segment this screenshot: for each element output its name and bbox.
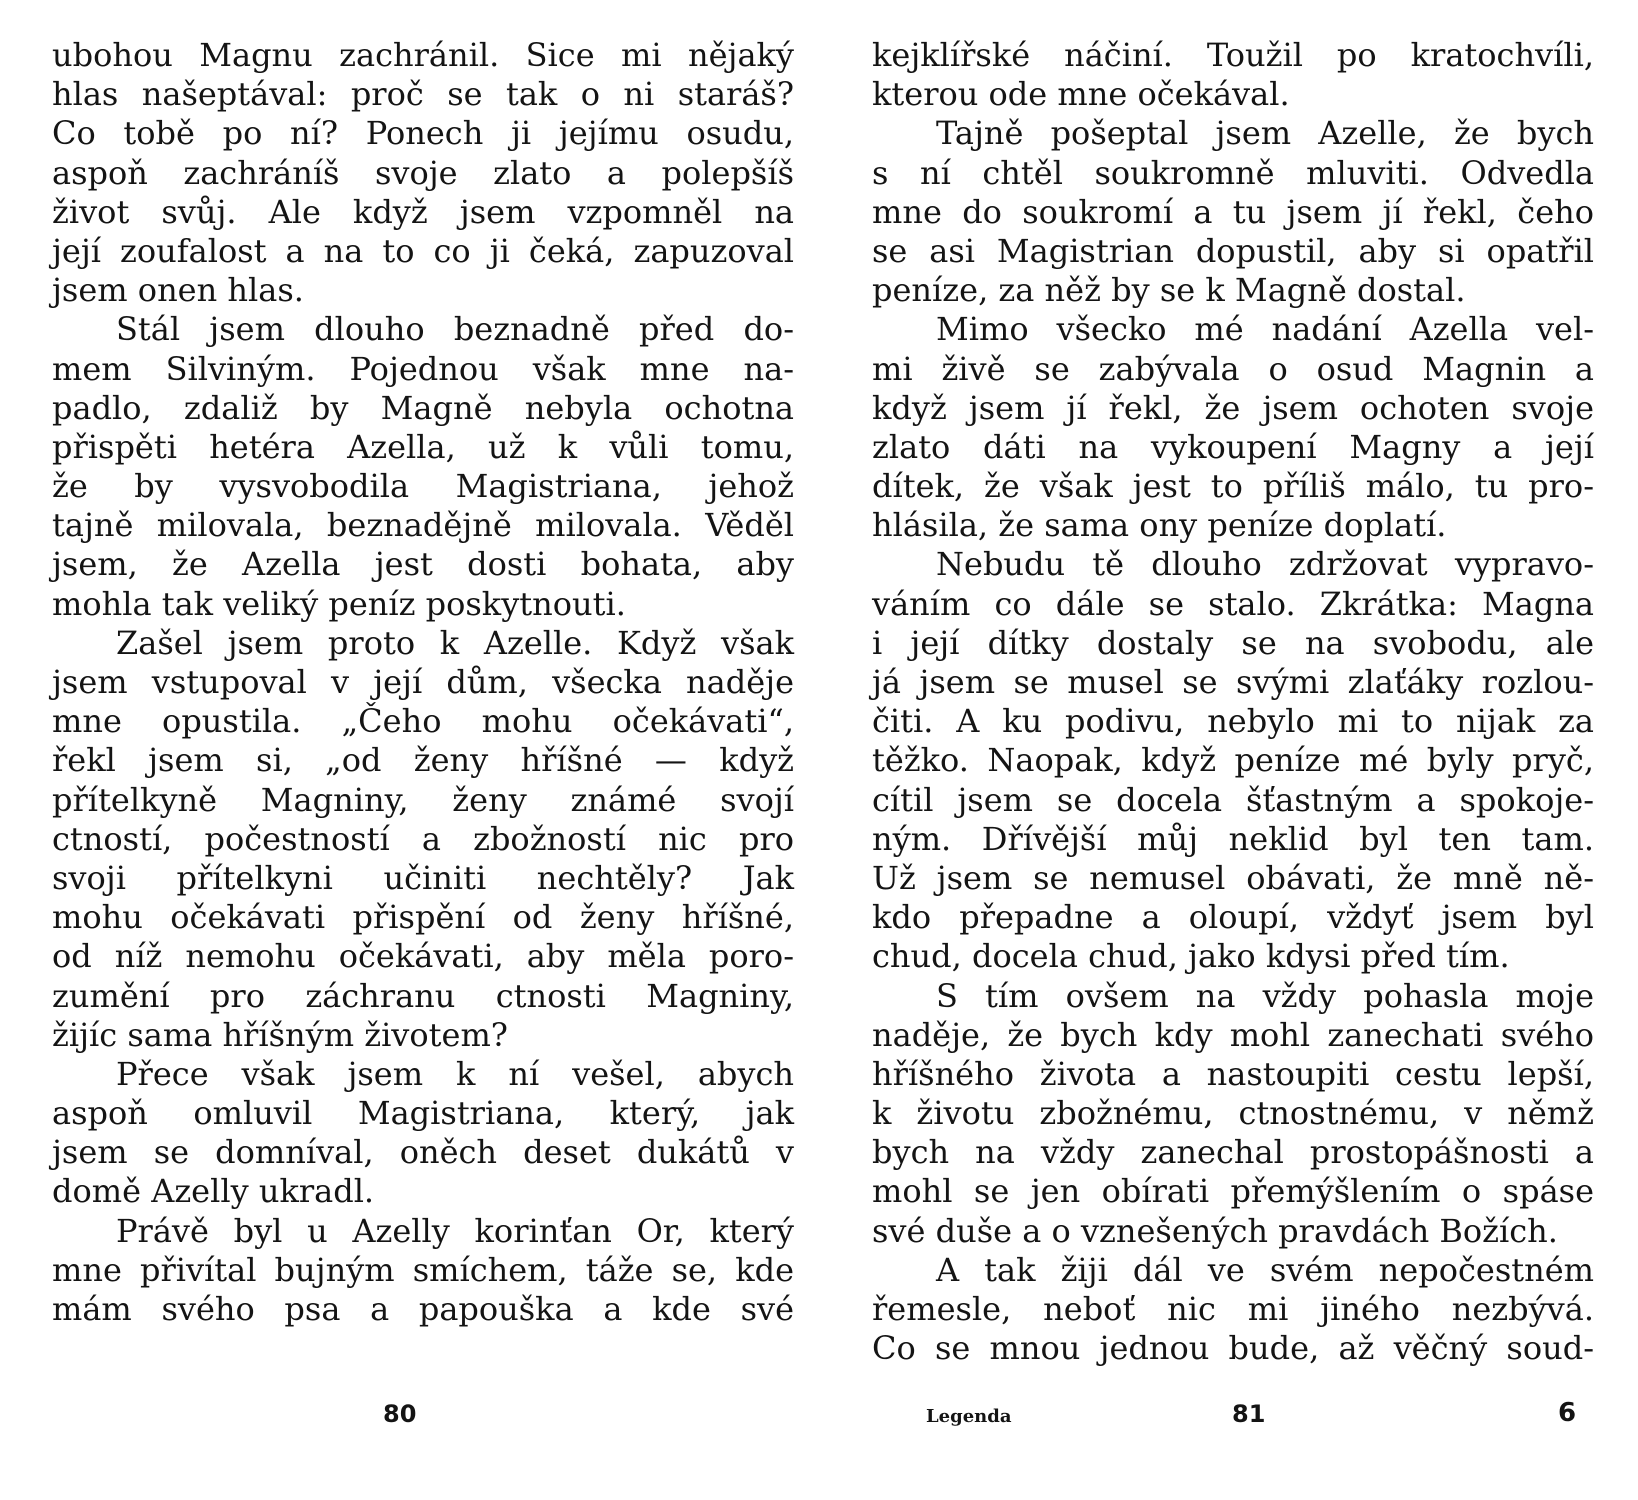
text-line: Přece však jsem k ní vešel, abych xyxy=(116,1054,794,1093)
text-line: mne do soukromí a tu jsem jí řekl, čeho xyxy=(872,192,1594,231)
text-line: kdo přepadne a oloupí, vždyť jsem byl xyxy=(872,898,1594,937)
text-line: těžko. Naopak, když peníze mé byly pryč, xyxy=(872,741,1594,780)
text-line: s ní chtěl soukromně mluviti. Odvedla xyxy=(872,153,1594,192)
text-line: své duše a o vznešených pravdách Božích. xyxy=(872,1211,1558,1250)
text-line: Mimo všecko mé nadání Azella vel- xyxy=(936,310,1594,349)
text-line: domě Azelly ukradl. xyxy=(52,1172,375,1211)
text-line: přítelkyně Magniny, ženy známé svojí xyxy=(52,780,794,819)
left-page xyxy=(52,36,794,1329)
text-line: hříšného života a nastoupiti cestu lepší, xyxy=(872,1054,1594,1093)
text-line: svoji přítelkyni učiniti nechtěly? Jak xyxy=(52,858,794,897)
text-line: naděje, že bych kdy mohl zanechati svého xyxy=(872,1015,1594,1054)
text-line: tajně milovala, beznadějně milovala. Věděl xyxy=(52,506,794,545)
text-line: Nebudu tě dlouho zdržovat vypravo- xyxy=(936,545,1594,584)
text-line: mne opustila. „Čeho mohu očekávati“, xyxy=(52,702,794,741)
text-line: se asi Magistrian dopustil, aby si opatřil xyxy=(872,231,1594,270)
text-line: jsem, že Azella jest dosti bohata, aby xyxy=(52,545,794,584)
text-line: ctností, počestností a zbožností nic pro xyxy=(52,819,794,858)
text-line: cítil jsem se docela šťastným a spokoje- xyxy=(872,780,1594,819)
text-line: ným. Dřívější můj neklid byl ten tam. xyxy=(872,819,1594,858)
text-line: zlato dáti na vykoupení Magny a její xyxy=(872,427,1594,466)
text-line: kejklířské náčiní. Toužil po kratochvíli, xyxy=(872,36,1594,74)
text-line: jsem vstupoval v její dům, všecka naděje xyxy=(52,663,794,701)
text-line: mne přivítal bujným smíchem, táže se, kde xyxy=(52,1250,794,1289)
text-line: mohl se jen obírati přemýšlením o spáse xyxy=(872,1172,1594,1211)
text-line: aspoň omluvil Magistriana, který, jak xyxy=(52,1094,794,1133)
text-line: řekl jsem si, „od ženy hříšné — když xyxy=(52,741,794,780)
text-line: žijíc sama hříšným životem? xyxy=(52,1015,508,1054)
text-line: padlo, zdaliž by Magně nebyla ochotna xyxy=(52,388,794,427)
text-line: zumění pro záchranu ctnosti Magniny, xyxy=(52,976,794,1015)
page-number-left: 80 xyxy=(383,1400,417,1428)
text-line: že by vysvobodila Magistriana, jehož xyxy=(52,467,794,506)
text-line: přispěti hetéra Azella, už k vůli tomu, xyxy=(52,427,794,466)
text-line: Zašel jsem proto k Azelle. Když však xyxy=(116,623,794,662)
text-line: její zoufalost a na to co ji čeká, zapuzoval xyxy=(52,231,794,270)
text-line: aspoň zachráníš svoje zlato a polepšíš xyxy=(52,153,794,192)
text-line: ubohou Magnu zachránil. Sice mi nějaký xyxy=(52,36,794,74)
text-line: kterou ode mne očekával. xyxy=(872,75,1290,114)
text-line: mem Silviným. Pojednou však mne na- xyxy=(52,349,794,388)
text-line: Co tobě po ní? Ponech ji jejímu osudu, xyxy=(52,114,794,153)
text-line: váním co dále se stalo. Zkrátka: Magna xyxy=(872,584,1594,623)
text-line: k životu zbožnému, ctnostnému, v němž xyxy=(872,1094,1594,1133)
text-line: Tajně pošeptal jsem Azelle, že bych xyxy=(936,114,1594,153)
text-line: dítek, že však jest to příliš málo, tu pro- xyxy=(872,467,1594,506)
right-page xyxy=(872,36,1594,1368)
text-line: já jsem se musel se svými zlaťáky rozlou- xyxy=(872,663,1594,701)
text-line: od níž nemohu očekávati, aby měla poro- xyxy=(52,937,794,976)
text-line: mohla tak veliký peníz poskytnouti. xyxy=(52,584,626,623)
text-line: řemesle, neboť nic mi jiného nezbývá. xyxy=(872,1290,1594,1328)
text-line: mám svého psa a papouška a kde své xyxy=(52,1290,794,1328)
text-line: čiti. A ku podivu, nebylo mi to nijak za xyxy=(872,702,1594,741)
text-line: jsem onen hlas. xyxy=(52,271,304,310)
text-line: bych na vždy zanechal prostopášnosti a xyxy=(872,1133,1594,1172)
text-line: mohu očekávati přispění od ženy hříšné, xyxy=(52,898,794,937)
text-line: mi živě se zabývala o osud Magnin a xyxy=(872,349,1594,388)
text-line: chud, docela chud, jako kdysi před tím. xyxy=(872,937,1510,976)
text-line: hlas našeptával: proč se tak o ni staráš? xyxy=(52,75,794,114)
text-line: život svůj. Ale když jsem vzpomněl na xyxy=(52,192,794,231)
text-line: Co se mnou jednou bude, až věčný soud- xyxy=(872,1329,1594,1368)
signature-title: Legenda xyxy=(926,1406,1012,1427)
text-line: i její dítky dostaly se na svobodu, ale xyxy=(872,623,1594,662)
text-line: S tím ovšem na vždy pohasla moje xyxy=(936,976,1594,1015)
text-line: jsem se domníval, oněch deset dukátů v xyxy=(52,1133,794,1172)
text-line: Právě byl u Azelly korinťan Or, který xyxy=(116,1211,794,1250)
text-line: peníze, za něž by se k Magně dostal. xyxy=(872,271,1466,310)
text-line: hlásila, že sama ony peníze doplatí. xyxy=(872,506,1447,545)
text-line: Už jsem se nemusel obávati, že mně ně- xyxy=(872,858,1594,897)
text-line: A tak žiji dál ve svém nepočestném xyxy=(936,1250,1594,1289)
text-line: Stál jsem dlouho beznadně před do- xyxy=(116,310,794,349)
text-line: když jsem jí řekl, že jsem ochoten svoje xyxy=(872,388,1594,427)
signature-number: 6 xyxy=(1558,1398,1577,1428)
page-number-right: 81 xyxy=(1232,1400,1266,1428)
